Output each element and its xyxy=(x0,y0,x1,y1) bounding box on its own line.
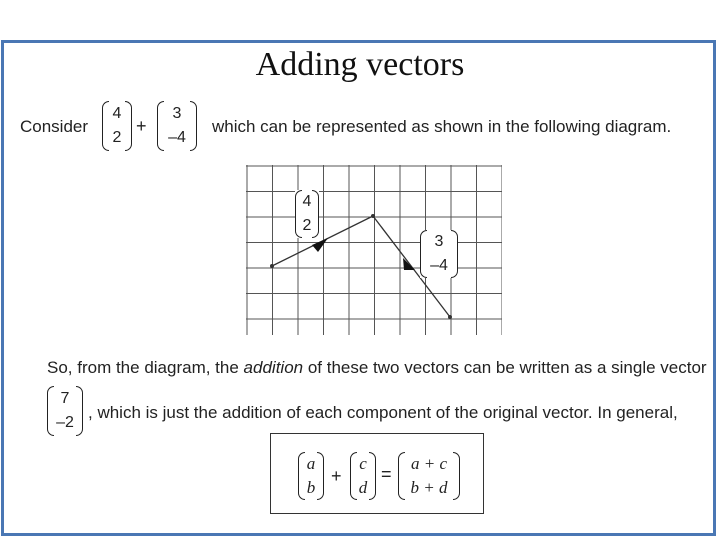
general-sum-top: a + c xyxy=(410,454,448,473)
intro-v1-bottom: 2 xyxy=(112,129,122,146)
result-bottom: –2 xyxy=(56,414,74,431)
intro-vector-1 xyxy=(102,101,132,151)
general-equals: = xyxy=(381,464,392,484)
intro-v2-bottom: –4 xyxy=(168,129,186,146)
intro-suffix: which can be represented as shown in the following diagram. xyxy=(212,117,672,136)
intro-v1-top: 4 xyxy=(112,105,122,122)
general-plus: + xyxy=(331,466,342,486)
grid-lines xyxy=(246,165,502,335)
general-v1-bottom: b xyxy=(306,478,316,497)
consider-label: Consider xyxy=(20,117,89,136)
start-point xyxy=(270,264,274,268)
intro-plus: + xyxy=(136,116,147,136)
vector-grid-diagram xyxy=(246,165,502,335)
general-vector-2 xyxy=(350,452,376,500)
vector-2-arrowhead xyxy=(403,258,415,270)
general-vector-1 xyxy=(298,452,324,500)
middle-point xyxy=(371,214,375,218)
vector-1-arrowhead xyxy=(312,238,328,252)
para-line-2: , which is just the addition of each component of the original vector. In general, xyxy=(88,403,678,422)
diagram-v2-bottom: –4 xyxy=(430,257,448,274)
general-sum-bottom: b + d xyxy=(410,478,448,497)
general-v2-bottom: d xyxy=(358,478,368,497)
general-v2-top: c xyxy=(359,454,367,473)
diagram-vector-1 xyxy=(295,190,319,238)
intro-vector-2 xyxy=(157,101,197,151)
para-line-1 xyxy=(47,358,707,378)
end-point xyxy=(448,315,452,319)
para-line-1-italic: addition xyxy=(243,358,304,377)
general-v1-top: a xyxy=(306,454,316,473)
diagram-v1-top: 4 xyxy=(302,193,312,210)
slide-title: Adding vectors xyxy=(255,46,465,83)
diagram-v2-top: 3 xyxy=(434,233,444,250)
para-line-1-start: So, from the diagram, the xyxy=(47,358,244,377)
result-vector xyxy=(47,386,83,436)
general-sum-vector xyxy=(398,452,460,500)
para-line-1-end: of these two vectors can be written as a single vector xyxy=(303,358,707,377)
diagram-v1-bottom: 2 xyxy=(302,217,312,234)
result-top: 7 xyxy=(60,390,70,407)
diagram-vector-2 xyxy=(420,230,458,278)
intro-v2-top: 3 xyxy=(172,105,182,122)
